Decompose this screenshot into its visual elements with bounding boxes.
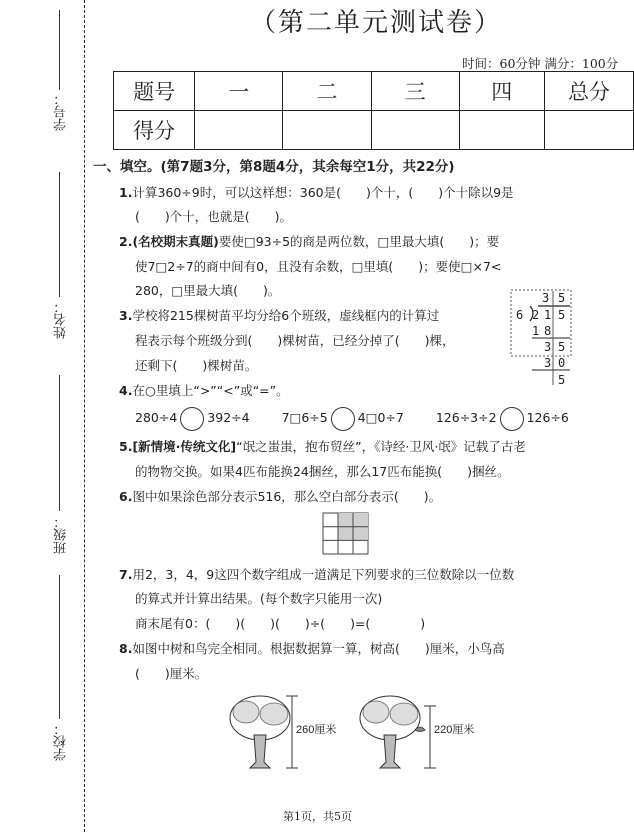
q1-text-1: 计算360÷9时，可以这样想：360是( )个十，( )个十除以9是 xyxy=(132,185,514,200)
q5-number: 5. xyxy=(119,439,133,454)
step3-digit: 0 xyxy=(558,356,566,370)
q4-number: 4. xyxy=(119,383,133,398)
q1-line1 xyxy=(119,186,514,200)
tree-bird-figure xyxy=(220,690,510,780)
quotient-digit: 5 xyxy=(558,291,566,305)
banji-line xyxy=(59,375,60,511)
q7-line3: 商末尾有0：( )( )( )÷( )=( ) xyxy=(135,616,426,631)
q5-tag: [新情境·传统文化] xyxy=(132,439,237,454)
tree-2-trunk xyxy=(380,735,400,768)
score-table-header-row xyxy=(114,72,634,111)
long-division-figure xyxy=(510,288,574,392)
q2-text-1: 要使□93÷5的商是两位数，□里最大填( )；要 xyxy=(218,234,500,249)
q4-expr: 280÷4 xyxy=(135,410,178,425)
quotient-digit: 3 xyxy=(542,291,550,305)
q1-number: 1. xyxy=(119,185,133,200)
score-cell: 得分 xyxy=(114,111,195,150)
q5-text-1: “氓之蚩蚩，抱布贸丝”，《诗经·卫风·氓》记载了古老 xyxy=(236,439,526,454)
step2-digit: 5 xyxy=(558,340,566,354)
q6-number: 6. xyxy=(119,489,133,504)
score-input-1[interactable] xyxy=(195,111,283,150)
tree-2-crown-lobe xyxy=(390,703,418,725)
label-xingming: 姓名： xyxy=(54,300,69,339)
q2-line2: 使7□2÷7的商中间有0，且没有余数，□里填( )；要使□×7< xyxy=(135,259,502,274)
xingming-line xyxy=(59,172,60,297)
page-footer: 第1页，共5页 xyxy=(283,810,352,823)
label-banji: 班级： xyxy=(54,515,69,554)
q5-line2: 的物物交换。如果4匹布能换24捆丝，那么17匹布能换( )捆丝。 xyxy=(135,464,510,479)
step1-digit: 8 xyxy=(544,324,552,338)
q3-line2: 程表示每个班级分到( )棵树苗，已经分掉了( )棵， xyxy=(135,333,455,348)
score-table-score-row xyxy=(114,111,634,150)
q4-compare-row xyxy=(135,406,569,431)
dividend-digit: 1 xyxy=(544,308,552,322)
q3-line1 xyxy=(119,309,439,323)
label-xuehao: 学号： xyxy=(54,92,69,131)
score-input-4[interactable] xyxy=(459,111,544,150)
dividend-digit: 2 xyxy=(532,308,540,322)
q3-number: 3. xyxy=(119,308,133,323)
score-cell: 一 xyxy=(195,72,283,111)
tree-1-trunk xyxy=(250,735,270,768)
score-cell: 二 xyxy=(283,72,371,111)
q5-line1 xyxy=(119,440,526,454)
q8-line1 xyxy=(119,642,505,656)
label-xuexiao: 学校： xyxy=(54,722,69,761)
tree-2-height-label: 220厘米 xyxy=(434,724,475,736)
divisor: 6 xyxy=(516,308,524,322)
q4-text-1: 在○里填上“>”“<”或“=”。 xyxy=(132,383,289,398)
q7-number: 7. xyxy=(119,567,133,582)
q4-expr: 4□0÷7 xyxy=(357,410,404,425)
section1-heading: 一、填空。(第7题3分，第8题4分，其余每空1分，共22分) xyxy=(93,159,455,175)
q6-text-1: 图中如果涂色部分表示516，那么空白部分表示( )。 xyxy=(132,489,442,504)
score-cell: 题号 xyxy=(114,72,195,111)
compare-circle-1[interactable] xyxy=(180,407,204,431)
step1-digit: 1 xyxy=(532,324,540,338)
remainder-digit: 5 xyxy=(558,373,566,387)
xuehao-line xyxy=(59,10,60,90)
q8-line2: ( )厘米。 xyxy=(135,666,208,681)
tree-2 xyxy=(360,696,436,768)
page-title: （第二单元测试卷） xyxy=(250,8,503,38)
score-input-2[interactable] xyxy=(283,111,371,150)
q2-tag: (名校期末真题) xyxy=(132,234,219,249)
xuexiao-line xyxy=(59,575,60,719)
tree-1-crown-lobe xyxy=(233,701,259,723)
score-input-total[interactable] xyxy=(544,111,633,150)
compare-circle-2[interactable] xyxy=(331,407,355,431)
q7-line2: 的算式并计算出结果。(每个数字只能用一次) xyxy=(135,591,383,606)
tree-1-height-label: 260厘米 xyxy=(296,724,337,736)
q2-line1 xyxy=(119,235,499,249)
q8-number: 8. xyxy=(119,641,133,656)
q4-expr: 126÷3÷2 xyxy=(435,410,497,425)
q4-expr: 392÷4 xyxy=(207,410,250,425)
compare-circle-3[interactable] xyxy=(500,407,524,431)
tree-2-crown-lobe xyxy=(363,701,389,723)
q3-text-1: 学校将215棵树苗平均分给6个班级，虚线框内的计算过 xyxy=(132,308,440,323)
step3-digit: 3 xyxy=(544,356,552,370)
q6-line1 xyxy=(119,490,441,504)
q4-line1 xyxy=(119,384,289,398)
tree-1 xyxy=(230,696,298,768)
score-table xyxy=(113,71,634,150)
q2-number: 2. xyxy=(119,234,133,249)
q3-line3: 还剩下( )棵树苗。 xyxy=(135,358,258,373)
q4-expr: 7□6÷5 xyxy=(281,410,328,425)
q7-text-1: 用2，3，4，9这四个数字组成一道满足下列要求的三位数除以一位数 xyxy=(132,567,515,582)
q4-expr: 126÷6 xyxy=(526,410,569,425)
binding-dashed-line xyxy=(84,0,85,832)
step2-digit: 3 xyxy=(544,340,552,354)
tree-1-crown-lobe xyxy=(260,703,288,725)
dividend-digit: 5 xyxy=(558,308,566,322)
q7-line1 xyxy=(119,568,514,582)
q8-text-1: 如图中树和鸟完全相同。根据数据算一算，树高( )厘米，小鸟高 xyxy=(132,641,505,656)
score-cell: 三 xyxy=(371,72,459,111)
score-cell: 总分 xyxy=(544,72,633,111)
grid-figure xyxy=(322,512,370,556)
score-input-3[interactable] xyxy=(371,111,459,150)
q1-line2: ( )个十，也就是( )。 xyxy=(135,209,293,224)
q2-line3: 280，□里最大填( )。 xyxy=(135,283,281,298)
score-cell: 四 xyxy=(459,72,544,111)
time-info: 时间：60分钟 满分：100分 xyxy=(462,56,619,71)
